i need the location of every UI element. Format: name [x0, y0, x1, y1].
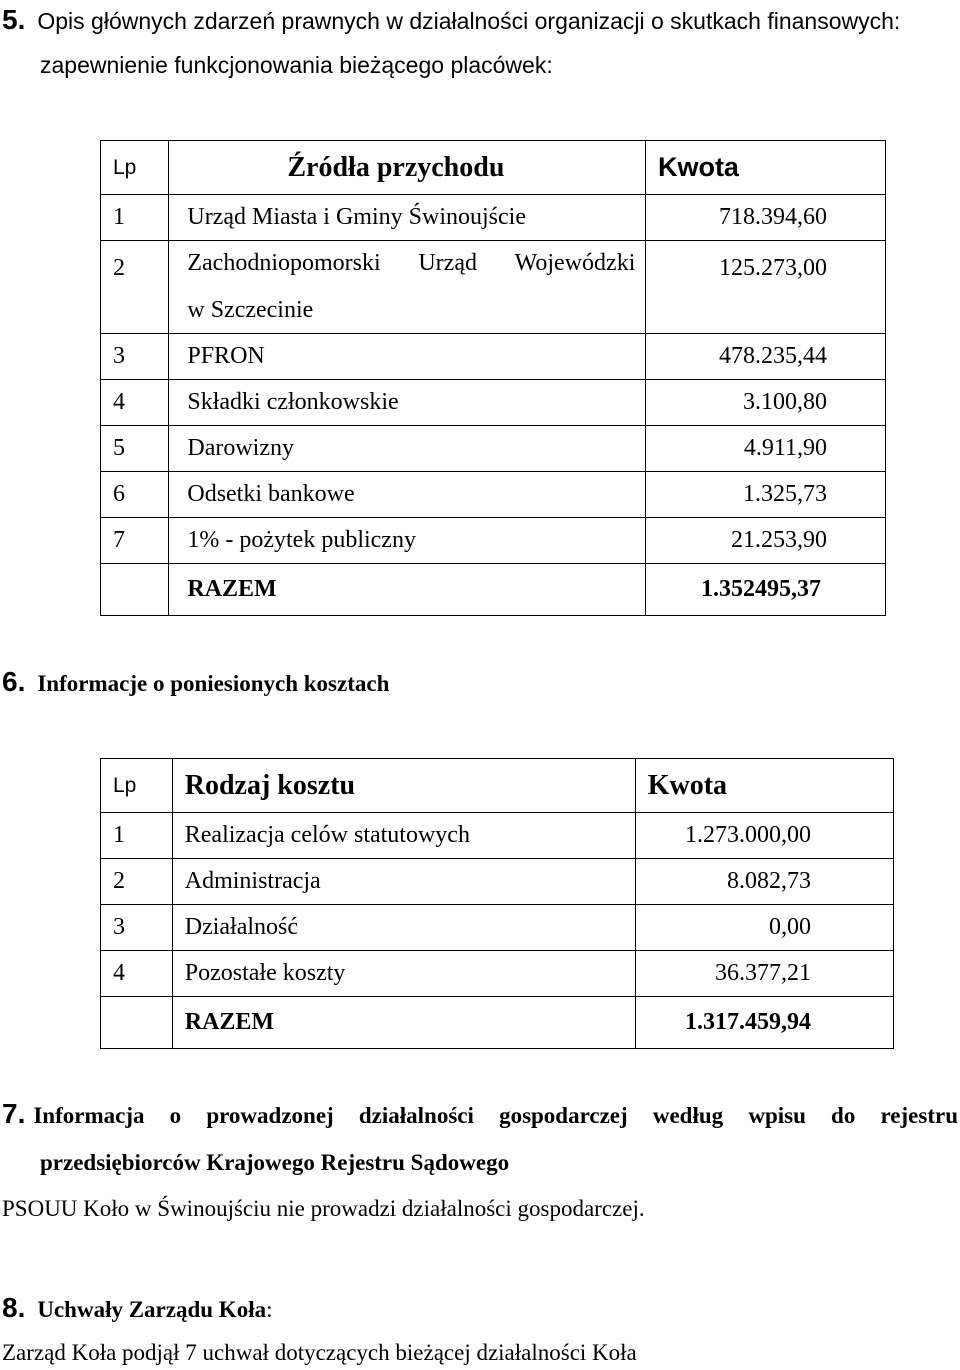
section-7-title-line1: Informacja o prowadzonej działalności gospodarczej według wpisu do rejestru [33, 1103, 958, 1128]
row-source: Odsetki bankowe [169, 472, 646, 518]
section-7-heading [2, 1098, 958, 1130]
table-row [101, 859, 894, 905]
row-lp: 5 [101, 426, 169, 472]
cost-table [100, 758, 894, 1049]
section-8-body: Zarząd Koła podjął 7 uchwał dotyczących bieżącej działalności Koła [2, 1340, 637, 1365]
total-amount: 1.317.459,94 [635, 997, 893, 1049]
section-7-number: 7. [2, 1098, 26, 1129]
section-7-title-line2: przedsiębiorców Krajowego Rejestru Sądowego [40, 1150, 510, 1175]
row-lp: 7 [101, 518, 169, 564]
row-source [169, 241, 646, 334]
header-amount: Kwota [645, 141, 885, 195]
section-5-heading [2, 4, 900, 36]
row-lp: 4 [101, 951, 173, 997]
total-label: RAZEM [172, 997, 635, 1049]
row-lp: 1 [101, 195, 169, 241]
total-lp-empty [101, 564, 169, 616]
row-source: Składki członkowskie [169, 380, 646, 426]
table-total-row [101, 997, 894, 1049]
section-6-title: Informacje o poniesionych kosztach [37, 671, 390, 696]
table-total-row [101, 564, 886, 616]
row-amount: 36.377,21 [635, 951, 893, 997]
row-amount: 3.100,80 [645, 380, 885, 426]
income-table [100, 140, 886, 616]
section-6-heading [2, 666, 389, 698]
row-type: Pozostałe koszty [172, 951, 635, 997]
total-label: RAZEM [169, 564, 646, 616]
row-amount: 8.082,73 [635, 859, 893, 905]
table-row [101, 334, 886, 380]
table-row [101, 813, 894, 859]
source-line2: w Szczecinie [187, 297, 314, 323]
header-lp: Lp [101, 759, 173, 813]
section-8-heading [2, 1292, 272, 1324]
row-amount: 478.235,44 [645, 334, 885, 380]
section-8-title: Uchwały Zarządu Koła [37, 1297, 267, 1322]
row-type: Realizacja celów statutowych [172, 813, 635, 859]
row-type: Administracja [172, 859, 635, 905]
total-lp-empty [101, 997, 173, 1049]
section-5-title-line2: zapewnienie funkcjonowania bieżącego placówek: [40, 52, 553, 78]
total-amount: 1.352495,37 [645, 564, 885, 616]
row-amount: 1.325,73 [645, 472, 885, 518]
header-lp: Lp [101, 141, 169, 195]
table-row [101, 472, 886, 518]
section-5-number: 5. [2, 4, 26, 35]
row-lp: 6 [101, 472, 169, 518]
row-lp: 1 [101, 813, 173, 859]
table-row [101, 426, 886, 472]
table-row [101, 905, 894, 951]
section-5-title-line1: Opis głównych zdarzeń prawnych w działalności organizacji o skutkach finansowych: [37, 8, 901, 34]
table-row [101, 380, 886, 426]
table-row [101, 518, 886, 564]
section-7-body: PSOUU Koło w Świnoujściu nie prowadzi działalności gospodarczej. [2, 1196, 645, 1221]
table-row [101, 241, 886, 334]
table-header-row [101, 141, 886, 195]
source-line1: Zachodniopomorski Urząd Wojewódzki [187, 250, 636, 276]
table-row [101, 951, 894, 997]
section-8-number: 8. [2, 1292, 26, 1323]
table-row [101, 195, 886, 241]
row-lp: 3 [101, 334, 169, 380]
row-lp: 2 [101, 241, 169, 334]
row-source: 1% - pożytek publiczny [169, 518, 646, 564]
row-source: Urząd Miasta i Gminy Świnoujście [169, 195, 646, 241]
section-8-colon: : [266, 1297, 273, 1322]
row-lp: 2 [101, 859, 173, 905]
row-amount: 718.394,60 [645, 195, 885, 241]
row-amount: 1.273.000,00 [635, 813, 893, 859]
row-source: Darowizny [169, 426, 646, 472]
table-header-row [101, 759, 894, 813]
row-amount: 0,00 [635, 905, 893, 951]
row-amount: 21.253,90 [645, 518, 885, 564]
row-lp: 3 [101, 905, 173, 951]
header-source: Źródła przychodu [169, 141, 646, 195]
row-type: Działalność [172, 905, 635, 951]
row-source: PFRON [169, 334, 646, 380]
header-amount: Kwota [635, 759, 893, 813]
row-amount: 4.911,90 [645, 426, 885, 472]
row-lp: 4 [101, 380, 169, 426]
header-type: Rodzaj kosztu [172, 759, 635, 813]
section-6-number: 6. [2, 666, 26, 697]
row-amount: 125.273,00 [645, 241, 885, 334]
